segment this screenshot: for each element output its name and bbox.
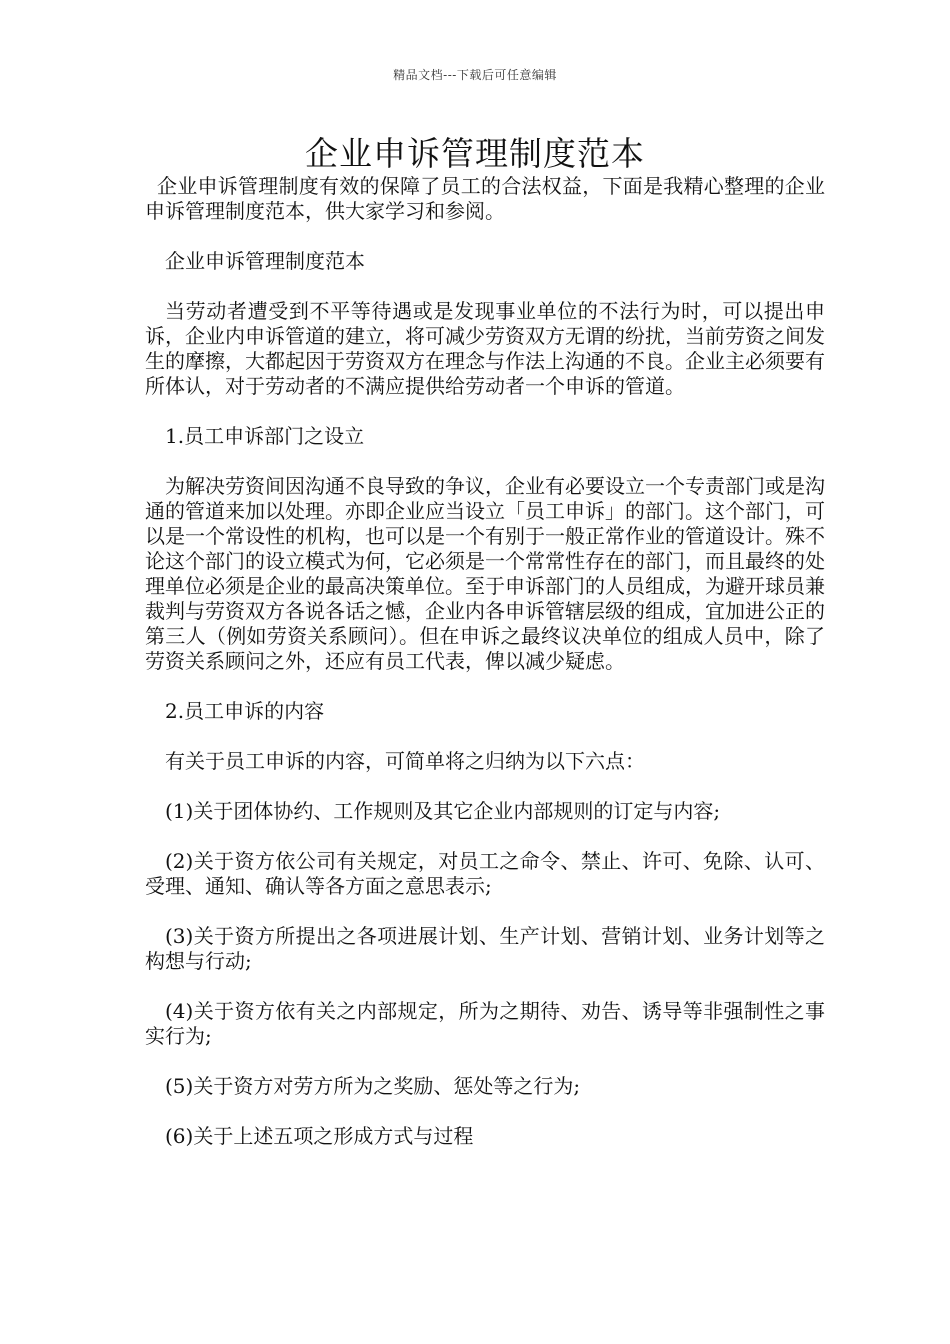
list-item-6: (6)关于上述五项之形成方式与过程 xyxy=(165,1124,474,1148)
list-item-2: (2)关于资方依公司有关规定，对员工之命令、禁止、许可、免除、认可、受理、通知、确认等各方面之意思表示; xyxy=(145,849,825,898)
intro-paragraph: 企业申诉管理制度有效的保障了员工的合法权益，下面是我精心整理的企业申诉管理制度范本，供大家学习和参阅。 xyxy=(145,174,825,223)
document-title: 企业申诉管理制度范本 xyxy=(305,134,645,173)
body-paragraph-2: 为解决劳资间因沟通不良导致的争议，企业有必要设立一个专责部门或是沟通的管道来加以处理。亦即企业应当设立「员工申诉」的部门。这个部门，可以是一个常设性的机构，也可以是一个有别于一般正常作业的管道设计。殊不论这个部门的设立模式为何，它必须是一个常常性存在的部门，而且最终的处理单位必须是企业的最高决策单位。至于申诉部门的人员组成，为避开球员兼裁判与劳资双方各说各话之憾，企业内各申诉管辖层级的组成，宜加进公正的第三人（例如劳资关系顾问）。但在申诉之最终议决单位的组成人员中，除了劳资关系顾问之外，还应有员工代表，俾以减少疑虑。 xyxy=(145,474,825,673)
header-note: 精品文档---下载后可任意编辑 xyxy=(393,68,557,82)
body-paragraph-1: 当劳动者遭受到不平等待遇或是发现事业单位的不法行为时，可以提出申诉，企业内申诉管道的建立，将可减少劳资双方无谓的纷扰，当前劳资之间发生的摩擦，大都起因于劳资双方在理念与作法上沟通的不良。企业主必须要有所体认，对于劳动者的不满应提供给劳动者一个申诉的管道。 xyxy=(145,299,825,398)
section-heading-1: 1.员工申诉部门之设立 xyxy=(165,424,365,448)
list-item-3: (3)关于资方所提出之各项进展计划、生产计划、营销计划、业务计划等之构想与行动; xyxy=(145,924,825,973)
subtitle-paragraph: 企业申诉管理制度范本 xyxy=(165,249,365,273)
list-item-5: (5)关于资方对劳方所为之奖励、惩处等之行为; xyxy=(165,1074,581,1098)
section-heading-2: 2.员工申诉的内容 xyxy=(165,699,325,723)
list-item-4: (4)关于资方依有关之内部规定，所为之期待、劝告、诱导等非强制性之事实行为; xyxy=(145,999,825,1048)
body-paragraph-3: 有关于员工申诉的内容，可简单将之归纳为以下六点： xyxy=(165,749,645,773)
list-item-1: (1)关于团体协约、工作规则及其它企业内部规则的订定与内容; xyxy=(165,799,721,823)
document-body xyxy=(145,174,825,1149)
